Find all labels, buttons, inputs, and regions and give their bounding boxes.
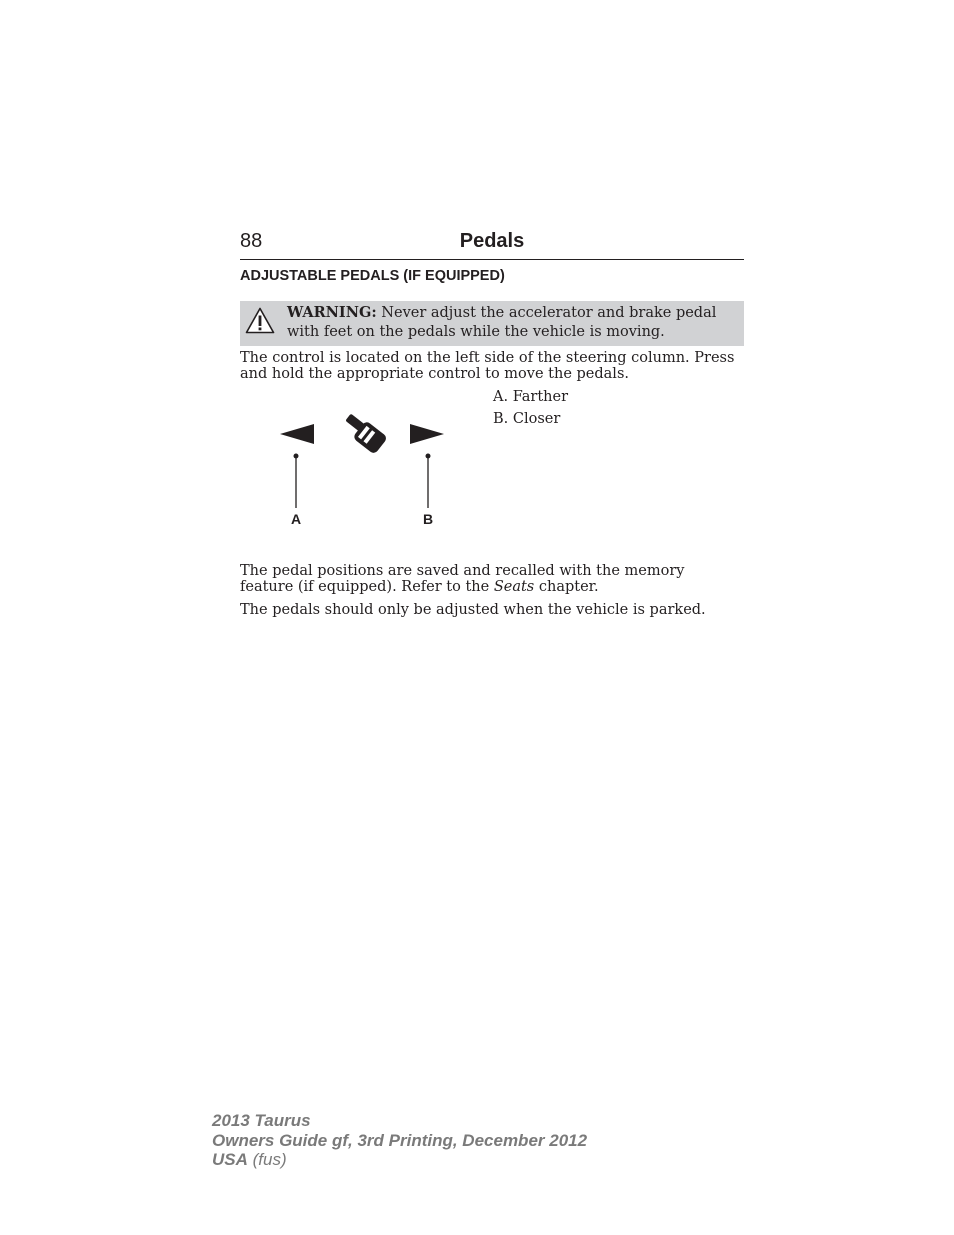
warning-triangle-icon <box>245 307 275 334</box>
chapter-title: Pedals <box>459 230 525 252</box>
section-heading: ADJUSTABLE PEDALS (IF EQUIPPED) <box>240 268 505 284</box>
warning-box <box>240 301 744 346</box>
page-number: 88 <box>240 230 263 252</box>
pedal-control-figure <box>270 405 460 530</box>
seats-chapter-reference: Seats <box>493 579 535 595</box>
right-arrow-icon <box>410 424 444 444</box>
footer-code: (fus) <box>247 1150 287 1169</box>
callout-label-a: A <box>291 511 302 527</box>
memory-text-end: chapter. <box>534 579 599 595</box>
footer-model: 2013 Taurus <box>212 1111 311 1130</box>
warning-text <box>287 303 737 342</box>
warning-message: Never adjust the accelerator and brake pedal with feet on the pedals while the vehicle is moving. <box>287 305 717 340</box>
legend-item-a: A. Farther <box>493 389 569 405</box>
legend-item-b: B. Closer <box>493 411 561 427</box>
footer <box>212 1111 587 1170</box>
memory-feature-paragraph <box>240 563 720 595</box>
pedal-foot-icon <box>340 410 388 454</box>
parked-adjustment-paragraph: The pedals should only be adjusted when the vehicle is parked. <box>240 602 706 618</box>
warning-label: WARNING: <box>287 304 377 321</box>
footer-guide-edition: Owners Guide gf, 3rd Printing, December 2012 <box>212 1130 588 1150</box>
callout-label-b: B <box>423 511 434 527</box>
footer-region <box>212 1150 587 1170</box>
header-divider <box>240 259 744 260</box>
left-arrow-icon <box>280 424 314 444</box>
footer-country: USA <box>212 1150 248 1169</box>
memory-text-start: The pedal positions are saved and recalled with the memory feature (if equipped). Refer to the <box>240 563 685 595</box>
control-location-paragraph: The control is located on the left side of the steering column. Press and hold the appropriate control to move the pedals. <box>240 350 735 382</box>
